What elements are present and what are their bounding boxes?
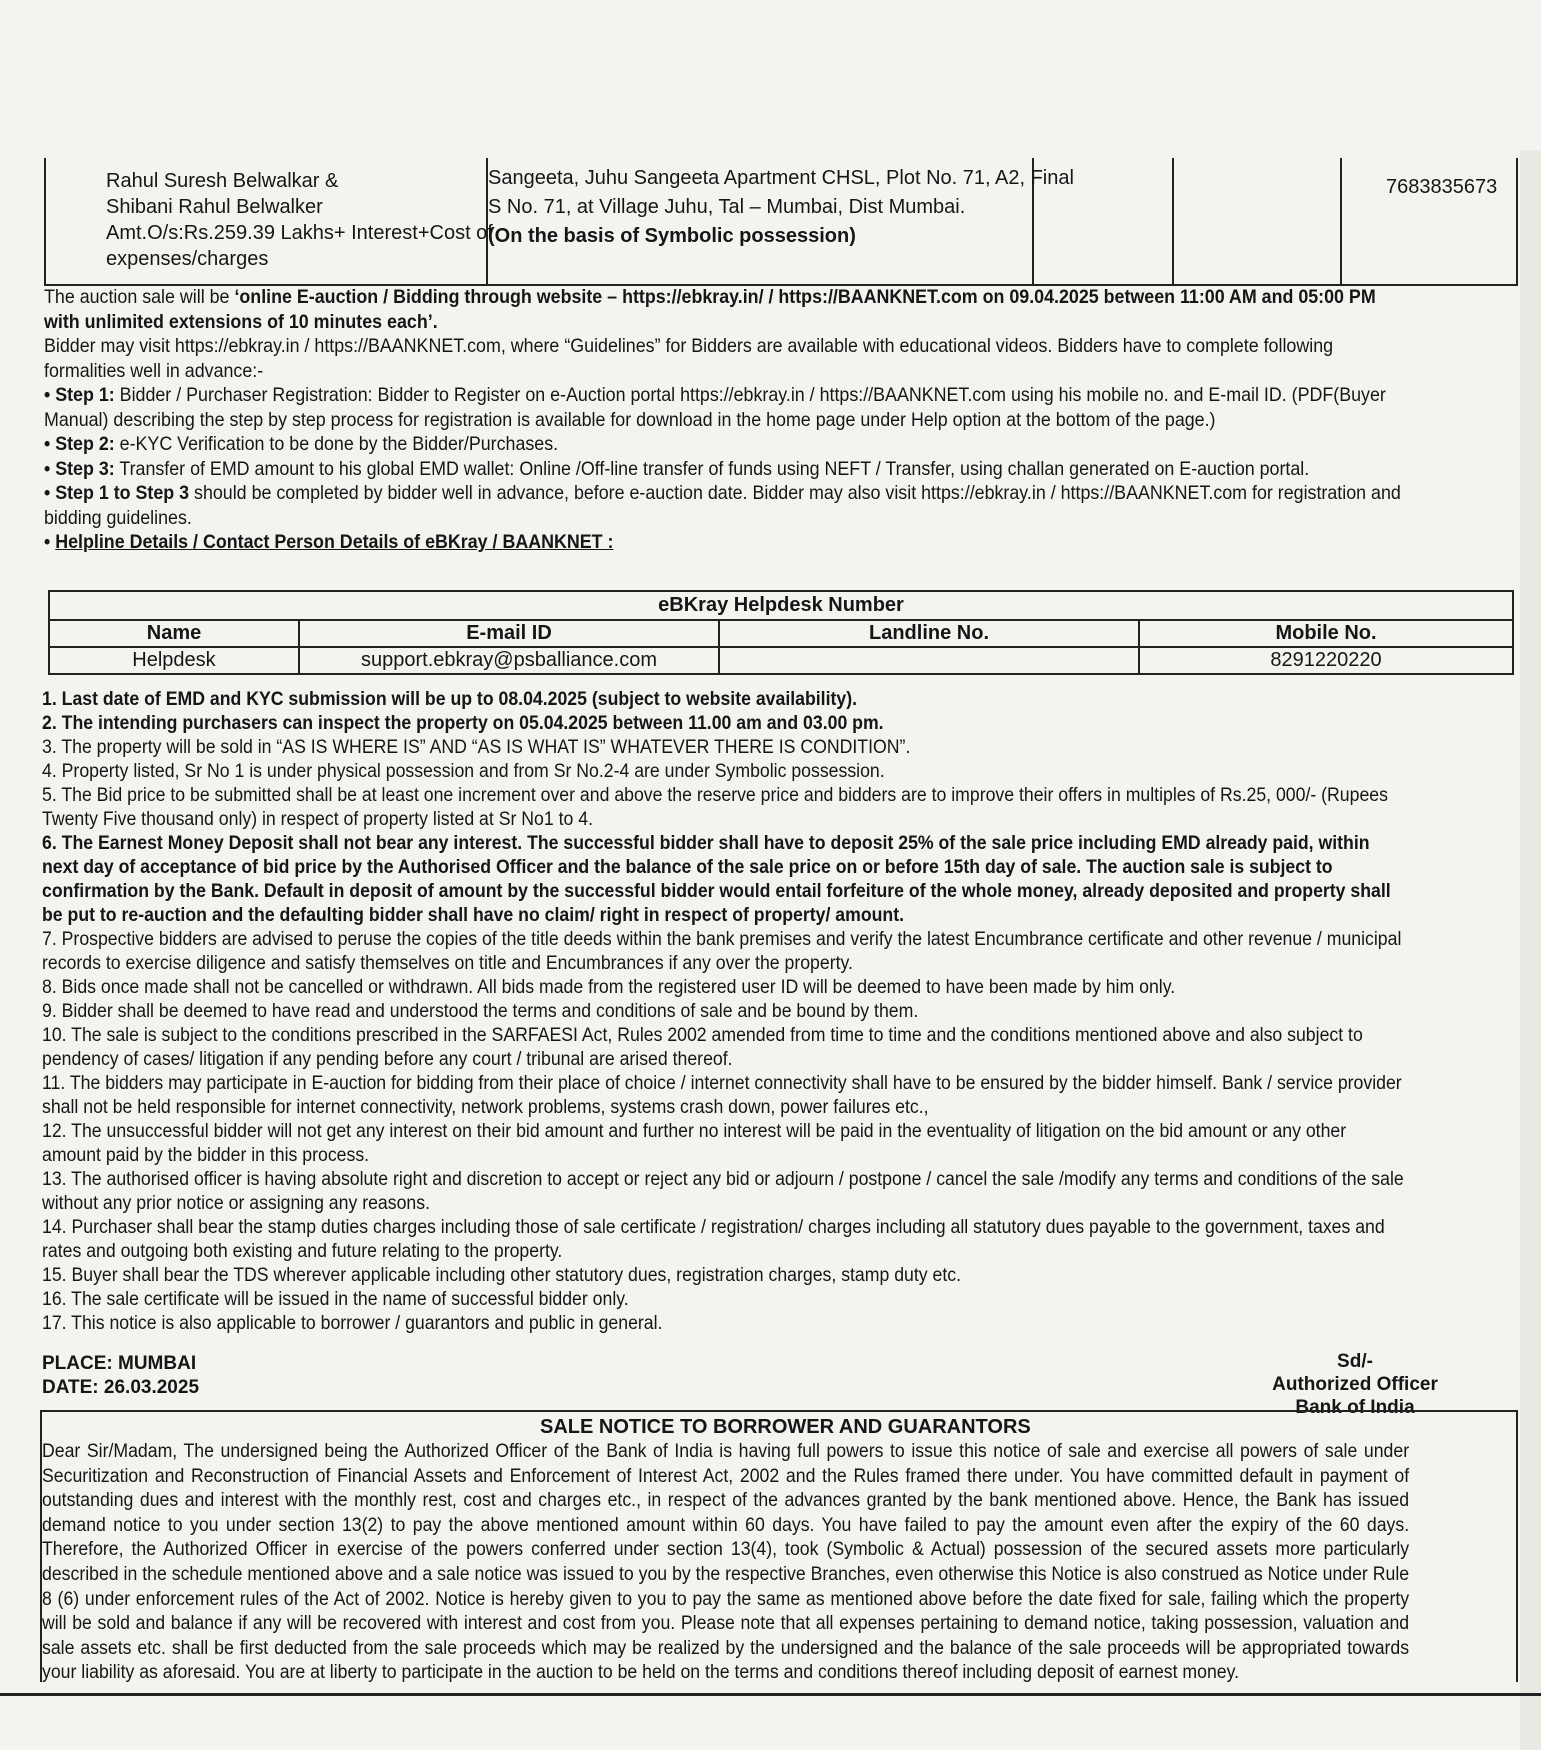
- date: DATE: 26.03.2025: [42, 1377, 200, 1398]
- helpline-heading: [44, 531, 1411, 556]
- step-1-text: Bidder / Purchaser Registration: Bidder to Register on e-Auction portal https://ebkray.in / https://BAANKNET.com using his mobile no. and E-mail ID. (PDF(Buyer Manual) describing the step by step process for registration is available for download in the home page under Help option at the bottom of the page.): [44, 385, 1386, 431]
- step-1-label: • Step 1:: [44, 385, 115, 406]
- step-1-3: [44, 482, 1411, 531]
- term-bold: 6. The Earnest Money Deposit shall not bear any interest. The successful bidder shall have to deposit 25% of the sale price including EMD already paid, within next day of acceptance of bid price by the Authorised Officer and the balance of the sale price on or before 15th day of sale. The auction sale is subject to confirmation by the Bank. Default in deposit of amount by the successful bidder would entail forfeiture of the whole money, already deposited and property shall be put to re-auction and the defaulting bidder shall have no claim/ right in respect of property/ amount.: [42, 833, 1391, 926]
- step-1: [44, 384, 1411, 433]
- list-item: [42, 760, 1409, 784]
- column-divider: [1340, 158, 1342, 284]
- adjacent-page-edge: [1520, 150, 1541, 1750]
- term-text: 10. The sale is subject to the conditions prescribed in the SARFAESI Act, Rules 2002 amended from time to time and the conditions mentioned above and also subject to pendency of cases/ litigation if any pending before any court / tribunal are arised thereof.: [42, 1025, 1363, 1070]
- term-text: 7. Prospective bidders are advised to peruse the copies of the title deeds within the bank premises and verify the latest Encumbrance certificate and other revenue / municipal records to exercise diligence and satisfy themselves on title and Encumbrances if any over the property.: [42, 929, 1402, 974]
- term-text: 4. Property listed, Sr No 1 is under physical possession and from Sr No.2-4 are under Symbolic possession.: [42, 761, 885, 782]
- list-item: [42, 1288, 1409, 1312]
- step-3-text: Transfer of EMD amount to his global EMD wallet: Online /Off-line transfer of funds using NEFT / Transfer, using challan generated on E-auction portal.: [114, 458, 1310, 480]
- list-item: [42, 1312, 1409, 1336]
- sd-mark: Sd/-: [1337, 1351, 1373, 1372]
- step-2-label: • Step 2:: [44, 434, 115, 455]
- auction-details: [44, 286, 1411, 556]
- bidder-visit-text: Bidder may visit https://ebkray.in / https://BAANKNET.com, where “Guidelines” for Bidders are available with educational videos. Bidders have to complete following formalities well in advance:-: [44, 336, 1334, 382]
- place: PLACE: MUMBAI: [42, 1353, 197, 1374]
- list-item: [42, 784, 1409, 832]
- term-text: 15. Buyer shall bear the TDS wherever applicable including other statutory dues, registration charges, stamp duty etc.: [42, 1265, 962, 1286]
- sale-notice-text: Dear Sir/Madam, The undersigned being the Authorized Officer of the Bank of India is having full powers to issue this notice of sale and exercise all powers of sale under Securitization and Reconstruction of Financial Assets and Enforcement of Interest Act, 2002 and the Rules framed there under. You have committed default in payment of outstanding dues and interest with the monthly rest, cost and charges etc., in respect of the advances granted by the bank mentioned above. Hence, the Bank has issued demand notice to you under section 13(2) to pay the above mentioned amount within 60 days. You have failed to pay the amount even after the expiry of the 60 days. Therefore, the Authorized Officer in exercise of the powers conferred under section 13(4), took (Symbolic & Actual) possession of the secured assets more particularly described in the schedule mentioned above and a sale notice was issued to you by the respective Branches, even otherwise this Notice is also construed as Notice under Rule 8 (6) under enforcement rules of the Act of 2002. Notice is hereby given to you to pay the same as mentioned above before the date fixed for sale, failing which the property will be sold and balance if any will be recovered with interest and cost from you. Please note that all expenses pertaining to demand notice, taking possession, valuation and sale assets etc. shall be first deducted from the sale proceeds which may be realized by the undersigned and the balance of the sale proceeds will be appropriated towards your liability as aforesaid. You are at liberty to participate in the auction to be held on the terms and conditions thereof including deposit of earnest money.: [42, 1441, 1410, 1684]
- possession-type: (On the basis of Symbolic possession): [488, 225, 856, 247]
- term-bold: 2. The intending purchasers can inspect the property on 05.04.2025 between 11.00 am and 03.00 pm.: [42, 713, 884, 734]
- step-1-3-text: should be completed by bidder well in advance, before e-auction date. Bidder may also visit https://ebkray.in / https://BAANKNET.com for registration and bidding guidelines.: [44, 483, 1401, 529]
- address-line-1: Sangeeta, Juhu Sangeeta Apartment CHSL, Plot No. 71, A2, Final: [488, 167, 1074, 189]
- list-item: [42, 1120, 1409, 1168]
- term-text: 8. Bids once made shall not be cancelled or withdrawn. All bids made from the registered user ID will be deemed to have been made by him only.: [42, 977, 1176, 998]
- helpdesk-title-row: [49, 591, 1513, 620]
- bottom-rule: [0, 1693, 1541, 1696]
- signature-block: [1270, 1350, 1440, 1419]
- sale-notice-title: SALE NOTICE TO BORROWER AND GUARANTORS: [540, 1416, 1031, 1438]
- borrower-cell: [106, 168, 526, 272]
- col-landline: Landline No.: [719, 620, 1139, 647]
- col-mobile: Mobile No.: [1139, 620, 1513, 647]
- list-item: [42, 712, 1409, 736]
- list-item: [42, 1024, 1409, 1072]
- helpline-bullet: •: [44, 532, 56, 553]
- helpdesk-table: [48, 590, 1514, 675]
- list-item: [42, 688, 1409, 712]
- step-2: [44, 433, 1411, 458]
- borrower-name-2: Shibani Rahul Belwalker: [106, 196, 323, 218]
- borrower-name-1: Rahul Suresh Belwalkar &: [106, 170, 339, 192]
- helpdesk-mobile: 8291220220: [1139, 647, 1513, 674]
- address-line-2: S No. 71, at Village Juhu, Tal – Mumbai, Dist Mumbai.: [488, 196, 966, 218]
- term-text: 14. Purchaser shall bear the stamp duties charges including those of sale certificate / registration/ charges including all statutory dues payable to the government, taxes and rates and outgoing both existing and future relating to the property.: [42, 1217, 1385, 1262]
- auction-website-date: ‘online E-auction / Bidding through website – https://ebkray.in/ / https://BAANKNET.com on 09.04.2025 between 11:00 AM and 05:00 PM with unlimited extensions of 10 minutes each’.: [44, 287, 1376, 333]
- step-2-text: e-KYC Verification to be done by the Bidder/Purchases.: [114, 434, 559, 455]
- step-3: [44, 458, 1411, 483]
- auction-line: [44, 286, 1411, 335]
- table-row: [49, 647, 1513, 674]
- property-address-cell: [488, 164, 1078, 251]
- term-bold: 1. Last date of EMD and KYC submission will be up to 08.04.2025 (subject to website availability).: [42, 689, 857, 710]
- helpdesk-name: Helpdesk: [49, 647, 299, 674]
- helpdesk-email: support.ebkray@psballiance.com: [299, 647, 719, 674]
- auction-intro: The auction sale will be: [44, 287, 235, 308]
- step-3-label: • Step 3:: [44, 458, 115, 480]
- place-date: [42, 1352, 199, 1400]
- helpline-heading-text: Helpline Details / Contact Person Details of eBKray / BAANKNET :: [55, 532, 614, 553]
- list-item: [42, 1168, 1409, 1216]
- term-text: 11. The bidders may participate in E-auction for bidding from their place of choice / internet connectivity shall have to be ensured by the bidder himself. Bank / service provider shall not be held responsible for internet connectivity, network problems, systems crash down, power failures etc.,: [42, 1073, 1402, 1118]
- sale-notice-body: [42, 1440, 1409, 1686]
- list-item: [42, 1216, 1409, 1264]
- term-text: 5. The Bid price to be submitted shall be at least one increment over and above the reserve price and bidders are to improve their offers in multiples of Rs.25, 000/- (Rupees Twenty Five thousand only) in respect of property listed at Sr No1 to 4.: [42, 785, 1388, 830]
- term-text: 16. The sale certificate will be issued in the name of successful bidder only.: [42, 1289, 629, 1310]
- list-item: [42, 736, 1409, 760]
- outstanding-amount: Amt.O/s:Rs.259.39 Lakhs+ Interest+Cost of: [106, 222, 493, 244]
- term-text: 13. The authorised officer is having absolute right and discretion to accept or reject any bid or adjourn / postpone / cancel the sale /modify any terms and conditions of the sale without any prior notice or assigning any reasons.: [42, 1169, 1404, 1214]
- list-item: [42, 1264, 1409, 1288]
- list-item: [42, 976, 1409, 1000]
- helpdesk-header-row: [49, 620, 1513, 647]
- column-divider: [1172, 158, 1174, 284]
- term-text: 9. Bidder shall be deemed to have read and understood the terms and conditions of sale and be bound by them.: [42, 1001, 919, 1022]
- list-item: [42, 928, 1409, 976]
- helpdesk-landline: [719, 647, 1139, 674]
- outstanding-amount-cont: expenses/charges: [106, 248, 269, 270]
- list-item: [42, 1072, 1409, 1120]
- term-text: 3. The property will be sold in “AS IS WHERE IS” AND “AS IS WHAT IS” WHATEVER THERE IS CONDITION”.: [42, 737, 911, 758]
- property-table-row: [44, 158, 1518, 286]
- bank-name: Bank of India: [1295, 1397, 1415, 1418]
- step-1-3-label: • Step 1 to Step 3: [44, 483, 190, 504]
- col-name: Name: [49, 620, 299, 647]
- list-item: [42, 1000, 1409, 1024]
- terms-list: [42, 688, 1409, 1336]
- officer-title: Authorized Officer: [1272, 1374, 1438, 1395]
- helpdesk-title: eBKray Helpdesk Number: [49, 591, 1513, 620]
- term-text: 17. This notice is also applicable to borrower / guarantors and public in general.: [42, 1313, 663, 1334]
- mobile-cell: [1386, 176, 1497, 199]
- mobile-number: 7683835673: [1386, 176, 1498, 198]
- col-email: E-mail ID: [299, 620, 719, 647]
- list-item: [42, 832, 1409, 928]
- term-text: 12. The unsuccessful bidder will not get any interest on their bid amount and further no interest will be paid in the eventuality of litigation on the bid amount or any other amount paid by the bidder in this process.: [42, 1121, 1347, 1166]
